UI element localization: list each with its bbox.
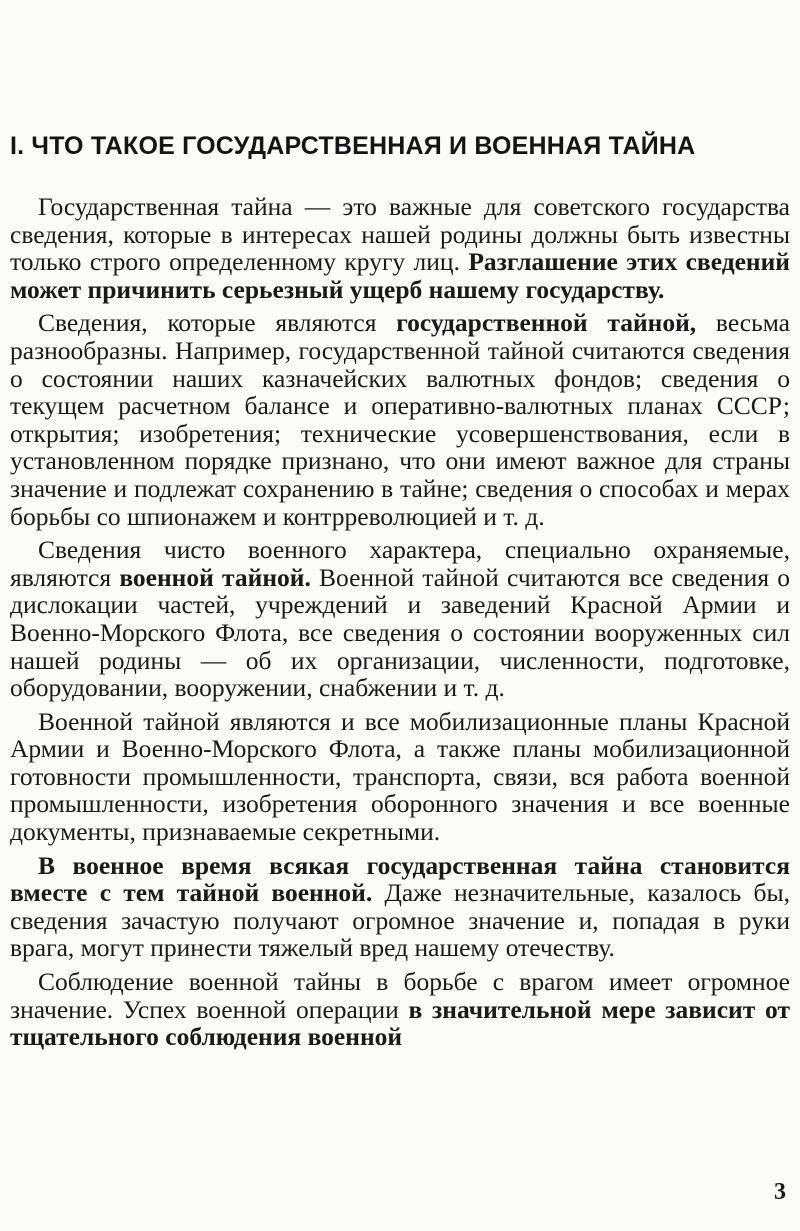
paragraph-text: Военной тайной являются и все мобилизационные планы Красной Армии и Военно-Морского Флота, а также планы мобилизационной готовности промышленности, транспорта, связи, вся работа военной промышленности, изобретения оборонного значения и все военные документы, признаваемые секретными. — [10, 706, 790, 847]
body-text — [10, 193, 790, 1057]
paragraph-4 — [10, 708, 790, 846]
emphasis-text: В военное время всякая государственная тайна становится вместе с тем тайной военной. — [10, 850, 790, 908]
emphasis-text: государственной тайной, — [396, 308, 697, 338]
paragraph-text: Военной тайной считаются все сведения о дислокации частей, учреждений и заведений Красной Армии и Военно-Морского Флота, все сведения о состоянии вооруженных сил нашей родины — об их организации, численности, подготовке, оборудовании, вооружении, снабжении и т. д. — [10, 562, 791, 703]
emphasis-text: военной тайной. — [119, 562, 311, 592]
paragraph-text: Даже незначительные, казалось бы, сведения зачастую получают огромное значение и, попадая в руки врага, могут принести тяжелый вред нашему отечеству. — [10, 878, 790, 963]
paragraph-text: весьма разнообразны. Например, государственной тайной считаются сведения о состоянии наших казначейских валютных фондов; сведения о текущем расчетном балансе и оперативно-валютных планах СССР; открытия; изобретения; технические усовершенствования, если в установленном порядке признано, что они имеют важное для страны значение и подлежат сохранению в тайне; сведения о способах и мерах борьбы со шпионажем и контрреволюцией и т. д. — [10, 308, 790, 531]
paragraph-6 — [10, 968, 790, 1051]
paragraph-text: Сведения, которые являются — [38, 308, 397, 338]
paragraph-1 — [10, 193, 790, 303]
paragraph-text: Сведения чисто военного характера, специально охраняемые, являются — [10, 535, 790, 592]
page-number: 3 — [774, 1179, 786, 1205]
document-page — [10, 0, 790, 1231]
paragraph-5 — [10, 852, 790, 962]
emphasis-text: Разглашение этих сведений может причинить серьезный ущерб нашему государству. — [10, 247, 790, 304]
chapter-heading: I. ЧТО ТАКОЕ ГОСУДАРСТВЕННАЯ И ВОЕННАЯ ТАЙНА — [10, 132, 696, 160]
paragraph-text: Соблюдение военной тайны в борьбе с врагом имеет огромное значение. Успех военной операции — [10, 967, 790, 1024]
paragraph-2 — [10, 309, 790, 530]
emphasis-text: в значительной мере зависит от тщательного соблюдения военной — [10, 994, 790, 1052]
paragraph-3 — [10, 536, 790, 702]
paragraph-text: Государственная тайна — это важные для советского государства сведения, которые в интересах нашей родины должны быть известны только строго определенному кругу лиц. — [10, 192, 790, 277]
